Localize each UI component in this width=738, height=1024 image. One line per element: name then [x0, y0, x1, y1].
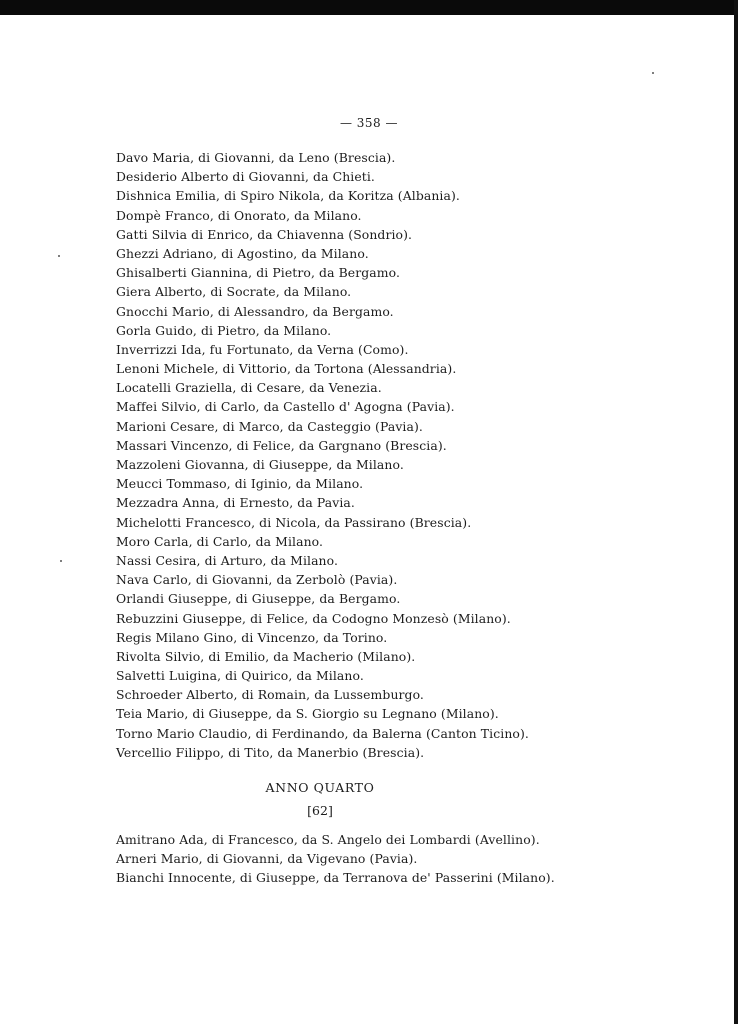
list-item: Salvetti Luigina, di Quirico, da Milano. [116, 668, 364, 684]
list-item: Dishnica Emilia, di Spiro Nikola, da Koritza (Albania). [116, 188, 460, 204]
scan-speck [652, 72, 654, 74]
list-item: Nava Carlo, di Giovanni, da Zerbolò (Pavia). [116, 572, 398, 588]
list-item: Regis Milano Gino, di Vincenzo, da Torino. [116, 629, 388, 645]
list-item: Bianchi Innocente, di Giuseppe, da Terranova de' Passerini (Milano). [116, 870, 555, 886]
list-item: Orlandi Giuseppe, di Giuseppe, da Bergamo. [116, 591, 401, 607]
section-count: [62] [307, 803, 333, 818]
list-item: Ghezzi Adriano, di Agostino, da Milano. [116, 245, 369, 261]
list-item: Schroeder Alberto, di Romain, da Lussemburgo. [116, 687, 424, 703]
scan-right-border [734, 0, 738, 1024]
list-item: Mazzoleni Giovanna, di Giuseppe, da Milano. [116, 457, 404, 472]
student-list [116, 148, 529, 762]
list-item: Torno Mario Claudio, di Ferdinando, da Balerna (Canton Ticino). [116, 725, 529, 741]
list-item: Amitrano Ada, di Francesco, da S. Angelo dei Lombardi (Avellino). [116, 832, 540, 847]
list-item: Nassi Cesira, di Arturo, da Milano. [116, 552, 339, 568]
scan-speck [58, 255, 60, 257]
list-item: Teia Mario, di Giuseppe, da S. Giorgio su Legnano (Milano). [116, 706, 499, 722]
list-item: Meucci Tommaso, di Iginio, da Milano. [116, 476, 364, 492]
list-item: Inverrizzi Ida, fu Fortunato, da Verna (Como). [116, 341, 409, 357]
list-item: Desiderio Alberto di Giovanni, da Chieti. [116, 169, 375, 185]
list-item: Gatti Silvia di Enrico, da Chiavenna (Sondrio). [116, 226, 413, 242]
list-item: Giera Alberto, di Socrate, da Milano. [116, 284, 352, 300]
scan-top-border [0, 0, 738, 15]
list-item: Vercellio Filippo, di Tito, da Manerbio (Brescia). [116, 744, 425, 760]
list-item: Gnocchi Mario, di Alessandro, da Bergamo. [116, 303, 394, 319]
list-item: Gorla Guido, di Pietro, da Milano. [116, 322, 332, 338]
list-item: Rivolta Silvio, di Emilio, da Macherio (Milano). [116, 648, 416, 664]
list-item: Arneri Mario, di Giovanni, da Vigevano (Pavia). [116, 851, 418, 867]
list-item: Lenoni Michele, di Vittorio, da Tortona (Alessandria). [116, 361, 457, 377]
list-item: Davo Maria, di Giovanni, da Leno (Brescia). [116, 150, 396, 165]
scan-speck [60, 560, 62, 562]
list-item: Michelotti Francesco, di Nicola, da Passirano (Brescia). [116, 514, 472, 530]
list-item: Ghisalberti Giannina, di Pietro, da Bergamo. [116, 265, 401, 281]
list-item: Mezzadra Anna, di Ernesto, da Pavia. [116, 495, 355, 511]
student-list-anno-quarto [116, 830, 555, 888]
list-item: Locatelli Graziella, di Cesare, da Venezia. [116, 380, 382, 396]
section-heading: ANNO QUARTO [265, 780, 375, 795]
list-item: Maffei Silvio, di Carlo, da Castello d' Agogna (Pavia). [116, 399, 455, 415]
page-number: — 358 — [339, 116, 399, 130]
list-item: Massari Vincenzo, di Felice, da Gargnano (Brescia). [116, 437, 447, 453]
list-item: Dompè Franco, di Onorato, da Milano. [116, 207, 362, 223]
list-item: Moro Carla, di Carlo, da Milano. [116, 533, 324, 549]
list-item: Marioni Cesare, di Marco, da Casteggio (Pavia). [116, 418, 423, 434]
list-item: Rebuzzini Giuseppe, di Felice, da Codogno Monzesò (Milano). [116, 610, 511, 626]
